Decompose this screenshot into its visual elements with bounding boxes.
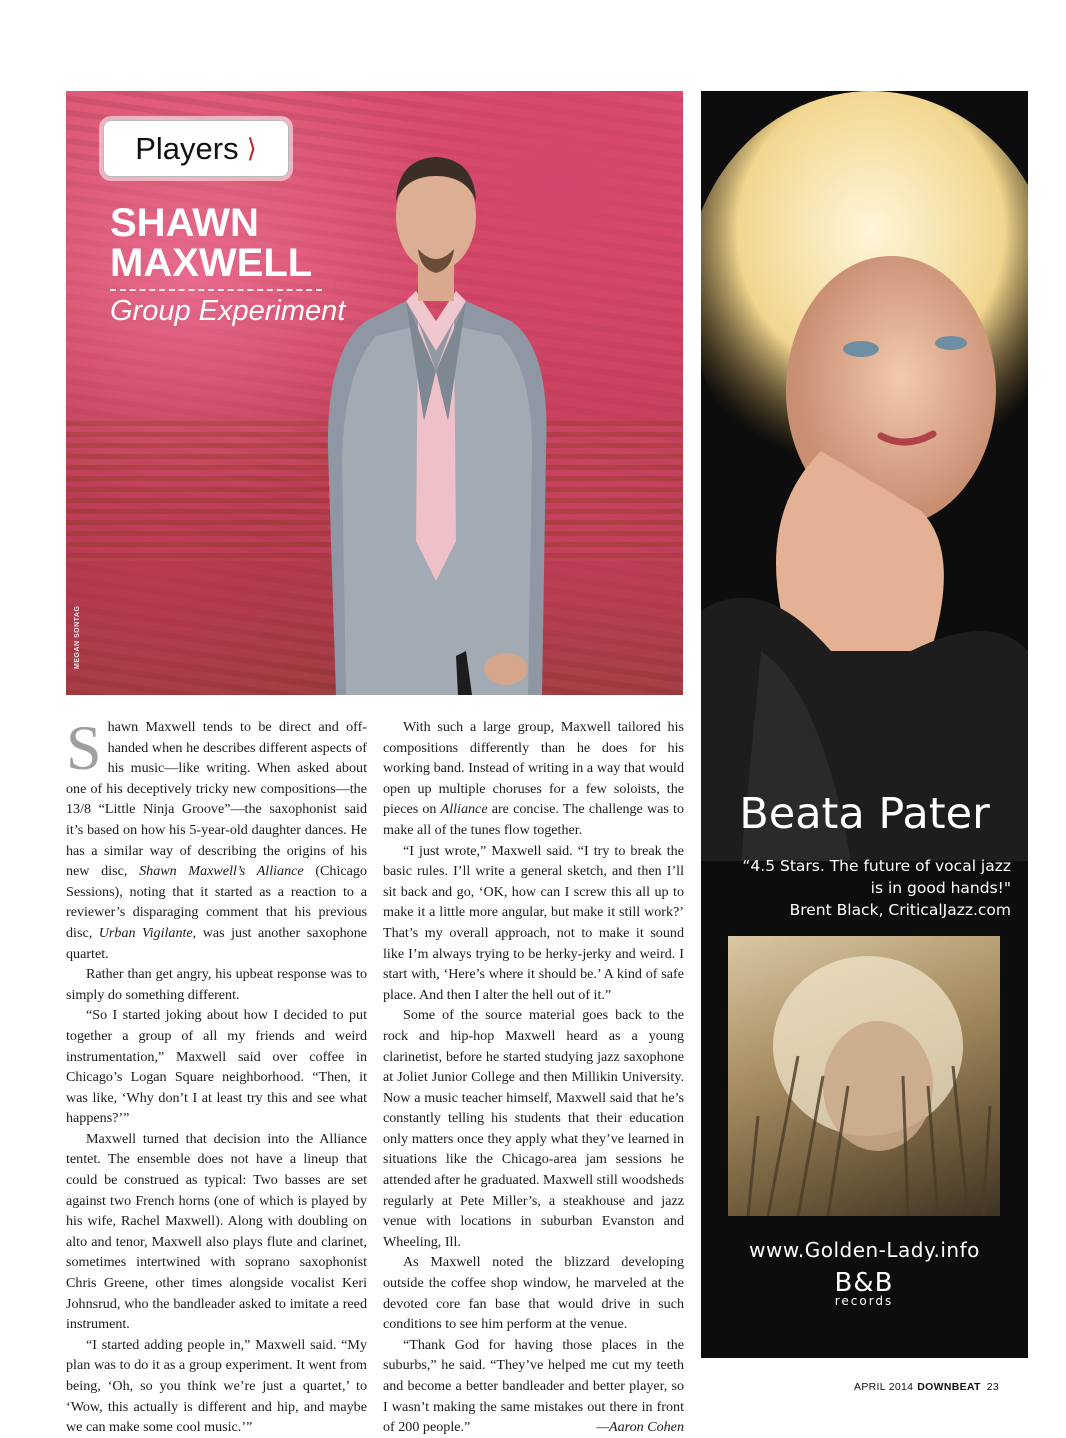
paragraph: Rather than get angry, his upbeat response was to simply do something different. (66, 966, 367, 1003)
issue-date: APRIL 2014 (854, 1381, 914, 1393)
magazine-name: DOWNBEAT (917, 1381, 981, 1393)
article-column-2 (383, 717, 684, 1438)
paragraph: Some of the source material goes back to the rock and hip-hop Maxwell heard as a young clarinetist, before he started studying jazz saxophone at Joliet Junior College and then Millikin University. Now a music teacher himself, Maxwell said that he’s constantly telling his students that their education only matters once they apply what they’ve learned in situations like the Chicago-area jam sessions he attended after he graduated. Maxwell still woodsheds regularly at Pete Miller’s, a steakhouse and jazz venue with locations in suburban Evanston and Wheeling, Ill. (383, 1007, 684, 1250)
ad-review-source: Brent Black, CriticalJazz.com (789, 901, 1011, 919)
section-tag-label: Players (135, 130, 239, 166)
paragraph: “I started adding people in,” Maxwell said. “My plan was to do it as a group experiment. It went from being, ‘Oh, so you think we’re just a quartet,’ to ‘Wow, this actually is different and hip, and maybe we can make some cool music.’” (66, 1336, 367, 1436)
article-title (110, 203, 440, 283)
article-subtitle: Group Experiment (110, 295, 346, 327)
drop-cap: S (66, 712, 102, 783)
byline: —Aaron Cohen (596, 1419, 684, 1436)
article-column-1 (66, 712, 368, 1438)
page-number: 23 (986, 1381, 999, 1393)
title-divider (110, 289, 322, 291)
ad-artist-name: Beata Pater (739, 789, 990, 839)
ad-album-photo (728, 936, 1000, 1216)
advertisement (701, 91, 1028, 1358)
paragraph: “Thank God for having those places in the suburbs,” he said. “They’ve helped me cut my teeth and become a better bandleader and better player, so I wasn’t making the same mistakes out there in front of 200 people.” —Aaron Cohen (383, 1335, 684, 1438)
paragraph: Maxwell turned that decision into the Alliance tentet. The ensemble does not have a lineup that could be construed as typical: Two basses are set against two French horns (one of which is played by his wife, Rachel Maxwell). Along with doubling on alto and tenor, Maxwell also plays flute and clarinet, sometimes intertwined with soprano saxophonist Chris Greene, other times alongside vocalist Keri Johnsrud, who the bandleader asked to imitate a reed instrument. (66, 1130, 367, 1333)
photo-credit: MEGAN SONTAG (74, 605, 81, 669)
page-footer (854, 1381, 999, 1393)
paragraph: Shawn Maxwell tends to be direct and off-handed when he describes different aspects of his music—like writing. When asked about one of his deceptively tricky new compositions—the 13/8 “Little Ninja Groove”—the saxophonist said it’s based on how his 5-year-old daughter dances. He has a similar way of describing the origins of his new disc, Shawn Maxwell’s Alliance (Chicago Sessions), noting that it started as a reaction to a reviewer’s disparaging comment that his previous disc, Urban Vigilante, was just another saxophone quartet. (66, 712, 368, 962)
paragraph: With such a large group, Maxwell tailored his compositions differently than he does for his working band. Instead of writing in a way that would open up multiple choruses for a few soloists, the pieces on Alliance are concise. The challenge was to make all of the tunes flow together. (383, 719, 684, 838)
paragraph: As Maxwell noted the blizzard developing outside the coffee shop window, he marveled at the devoted core fan base that would drive in such conditions to see him perform at the venue. (383, 1254, 684, 1333)
chevron-right-icon: ⟩ (246, 133, 257, 163)
hero-photo (66, 91, 683, 695)
paragraph: “So I started joking about how I decided to put together a group of all my friends and weird instrumentation,” Maxwell said over coffee in Chicago’s Logan Square neighborhood. “Then, it was like, ‘Why don’t I at least try this and see what happens?’” (66, 1007, 367, 1127)
paragraph: “I just wrote,” Maxwell said. “I try to break the basic rules. I’ll write a general sketch, and then I’ll sit back and go, ‘OK, how can I screw this all up to make it a little more angular, but make it still work?’ That’s my overall approach, not to make it sound like I’m always trying to be herky-jerky and weird. I start with, ‘Here’s where it should be.’ A kind of safe place. And then I alter the hell out of it.” (383, 842, 684, 1003)
article-title-line1: SHAWN (110, 201, 259, 245)
ad-website-link[interactable]: www.Golden-Lady.info (749, 1238, 980, 1262)
ad-portrait-photo (701, 91, 1028, 861)
section-tag (103, 120, 289, 177)
article-title-line2: MAXWELL (110, 241, 313, 285)
ad-review-quote: “4.5 Stars. The future of vocal jazz is in good hands!" Brent Black, CriticalJazz.com (721, 855, 1011, 921)
record-label-logo: B&B records (834, 1268, 894, 1308)
